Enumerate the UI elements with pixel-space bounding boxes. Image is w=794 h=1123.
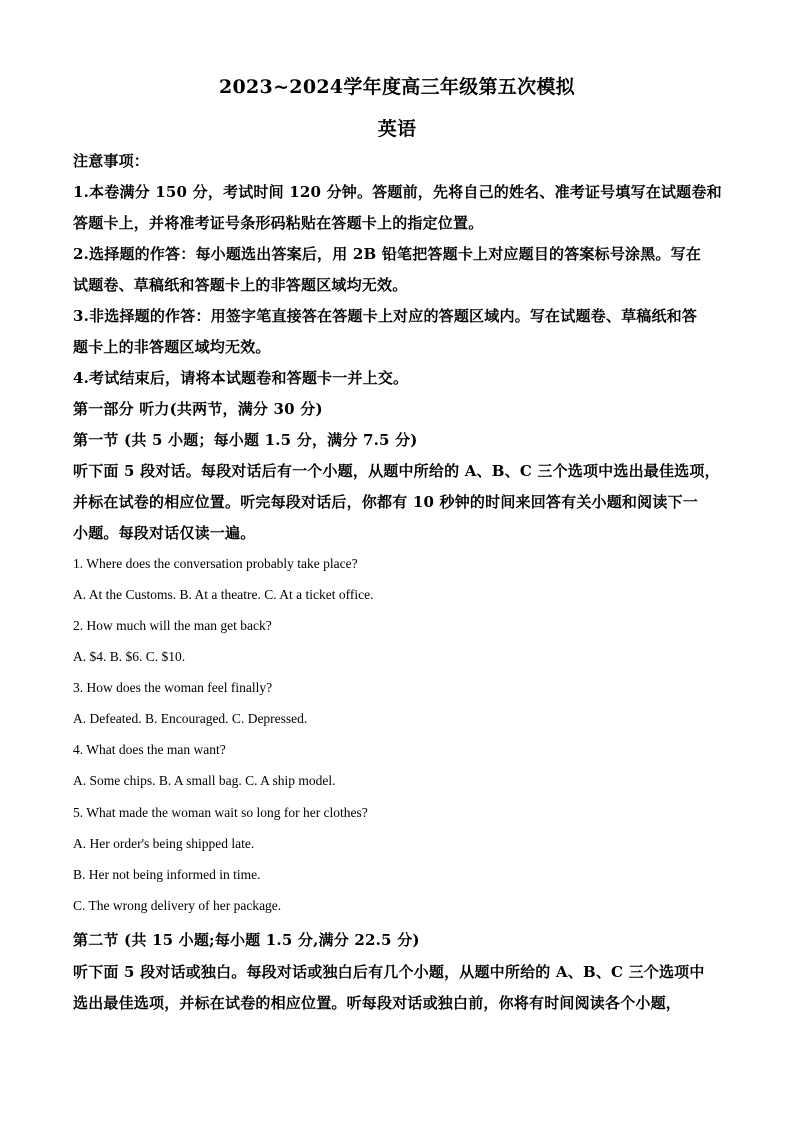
question-text: 1. Where does the conversation probably take place? — [73, 556, 358, 571]
section1-instruction: 小题。每段对话仅读一遍。 — [73, 524, 256, 542]
question-options: A. Some chips. B. A small bag. C. A ship model. — [73, 773, 336, 788]
notice-line: 试题卷、草稿纸和答题卡上的非答题区域均无效。 — [73, 276, 408, 294]
notice-line: 4.考试结束后，请将本试题卷和答题卡一并上交。 — [73, 369, 409, 387]
part1-heading: 第一部分 听力(共两节，满分 30 分) — [73, 400, 323, 418]
question-options: A. Defeated. B. Encouraged. C. Depressed. — [73, 711, 308, 726]
notice-line: 2.选择题的作答：每小题选出答案后，用 2B 铅笔把答题卡上对应题目的答案标号涂黑。写在 — [73, 245, 702, 263]
notice-line: 1.本卷满分 150 分，考试时间 120 分钟。答题前，先将自己的姓名、准考证号填写在试题卷和 — [73, 183, 722, 201]
exam-subject: 英语 — [377, 118, 417, 140]
section2-instruction: 选出最佳选项，并标在试卷的相应位置。听每段对话或独白前，你将有时间阅读各个小题， — [73, 994, 682, 1012]
section1-instruction: 并标在试卷的相应位置。听完每段对话后，你都有 10 秒钟的时间来回答有关小题和阅读下一 — [73, 493, 698, 511]
notice-line: 3.非选择题的作答：用签字笔直接答在答题卡上对应的答题区域内。写在试题卷、草稿纸和答 — [73, 307, 698, 325]
notice-heading: 注意事项： — [73, 152, 150, 170]
section1-instruction: 听下面 5 段对话。每段对话后有一个小题，从题中所给的 A、B、C 三个选项中选出最佳选项， — [73, 462, 720, 480]
notice-line: 答题卡上，并将准考证号条形码粘贴在答题卡上的指定位置。 — [73, 214, 484, 232]
question-options: A. At the Customs. B. At a theatre. C. At a ticket office. — [73, 587, 374, 602]
question-text: 4. What does the man want? — [73, 742, 226, 757]
section2-heading: 第二节 (共 15 小题;每小题 1.5 分,满分 22.5 分) — [73, 931, 420, 949]
section1-heading: 第一节 (共 5 小题；每小题 1.5 分，满分 7.5 分) — [73, 431, 418, 449]
question-option: A. Her order's being shipped late. — [73, 836, 255, 851]
question-text: 2. How much will the man get back? — [73, 618, 272, 633]
question-option: B. Her not being informed in time. — [73, 867, 261, 882]
exam-title: 2023~2024学年度高三年级第五次模拟 — [219, 76, 575, 98]
question-text: 5. What made the woman wait so long for her clothes? — [73, 805, 368, 820]
question-option: C. The wrong delivery of her package. — [73, 898, 282, 913]
notice-line: 题卡上的非答题区域均无效。 — [73, 338, 271, 356]
question-text: 3. How does the woman feel finally? — [73, 680, 273, 695]
question-options: A. $4. B. $6. C. $10. — [73, 649, 186, 664]
section2-instruction: 听下面 5 段对话或独白。每段对话或独白后有几个小题，从题中所给的 A、B、C 三个选项中 — [73, 963, 705, 981]
